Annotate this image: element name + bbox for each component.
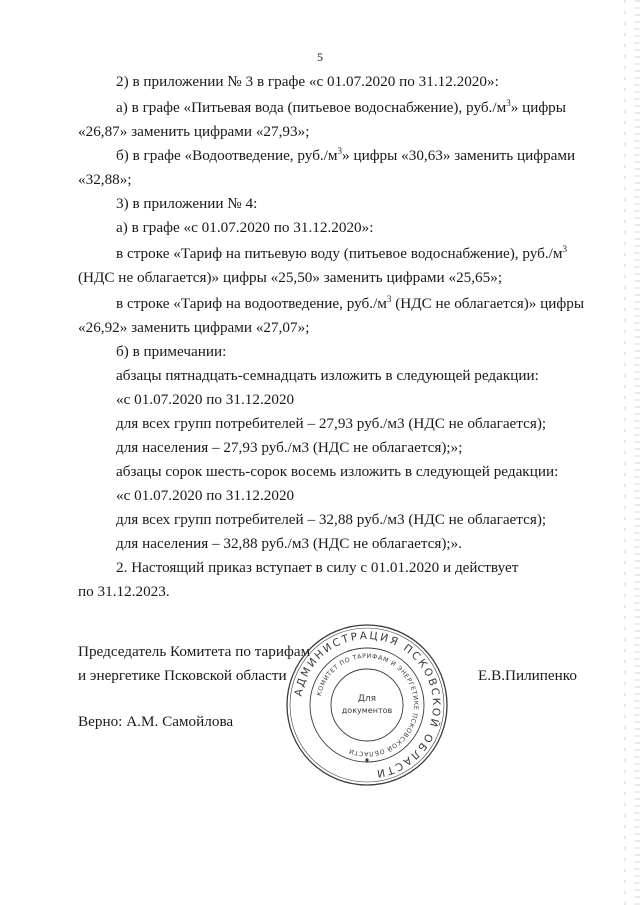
paragraph-line: абзацы сорок шесть-сорок восемь изложить в следующей редакции: — [116, 463, 559, 480]
paragraph-line: б) в примечании: — [116, 343, 227, 360]
paragraph-line: «с 01.07.2020 по 31.12.2020 — [116, 391, 295, 408]
paragraph-text: » цифры «30,63» заменить цифрами — [342, 147, 576, 164]
scan-edge-artifact — [634, 0, 640, 905]
seal-inner-text: КОМИТЕТ ПО ТАРИФАМ И ЭНЕРГЕТИКЕ ПСКОВСКОЙ ОБЛАСТИ — [315, 652, 420, 758]
paragraph-line: 2) в приложении № 3 в графе «с 01.07.2020 по 31.12.2020»: — [116, 73, 499, 90]
official-seal — [282, 620, 452, 790]
paragraph-line: «32,88»; — [78, 171, 132, 188]
paragraph-line: абзацы пятнадцать-семнадцать изложить в следующей редакции: — [116, 367, 539, 384]
paragraph-line: для населения – 27,93 руб./м3 (НДС не облагается);»; — [116, 439, 463, 456]
paragraph-text: б) в графе «Водоотведение, руб./м — [116, 147, 338, 164]
paragraph-line: а) в графе «с 01.07.2020 по 31.12.2020»: — [116, 219, 374, 236]
paragraph-text: в строке «Тариф на водоотведение, руб./м — [116, 295, 387, 312]
paragraph-line: «26,92» заменить цифрами «27,07»; — [78, 319, 310, 336]
signatory-position-line2: и энергетике Псковской области — [78, 667, 287, 684]
seal-middle-ring — [310, 648, 424, 762]
paragraph-line: для всех групп потребителей – 32,88 руб./м3 (НДС не облагается); — [116, 511, 547, 528]
paragraph-line: 3) в приложении № 4: — [116, 195, 258, 212]
superscript: 3 — [337, 146, 343, 156]
paragraph-text: (НДС не облагается)» цифры — [391, 295, 585, 312]
paragraph-line — [116, 294, 584, 314]
seal-center-line2: документов — [341, 706, 393, 715]
signatory-name: Е.В.Пилипенко — [478, 667, 577, 684]
paragraph-line: «26,87» заменить цифрами «27,93»; — [78, 123, 310, 140]
page-number: 5 — [317, 50, 323, 64]
superscript: 3 — [562, 244, 568, 254]
seal-outer-text: АДМИНИСТРАЦИЯ ПСКОВСКОЙ ОБЛАСТИ — [292, 629, 443, 780]
paragraph-line — [116, 146, 575, 166]
signatory-position-line1: Председатель Комитета по тарифам — [78, 643, 311, 660]
seal-inner-ring — [331, 669, 403, 741]
verified-by: Верно: А.М. Самойлова — [78, 713, 234, 730]
superscript: 3 — [506, 98, 511, 108]
paragraph-text: в строке «Тариф на питьевую воду (питьевое водоснабжение), руб./м — [116, 245, 563, 262]
seal-center-line1: Для — [357, 694, 377, 704]
paragraph-line: «с 01.07.2020 по 31.12.2020 — [116, 487, 295, 504]
superscript: 3 — [386, 294, 392, 304]
paragraph-line: для населения – 32,88 руб./м3 (НДС не облагается);». — [116, 535, 463, 552]
seal-star-mark — [365, 758, 368, 761]
paragraph-line: 2. Настоящий приказ вступает в силу с 01.01.2020 и действует — [116, 559, 519, 576]
paragraph-line: (НДС не облагается)» цифры «25,50» заменить цифрами «25,65»; — [78, 269, 503, 286]
paragraph-line: по 31.12.2023. — [78, 583, 170, 600]
paragraph-line — [116, 98, 566, 118]
scan-edge-artifact — [624, 0, 626, 905]
paragraph-text: а) в графе «Питьевая вода (питьевое водоснабжение), руб./м — [116, 99, 507, 116]
paragraph-line: для всех групп потребителей – 27,93 руб./м3 (НДС не облагается); — [116, 415, 547, 432]
paragraph-line — [116, 244, 567, 264]
paragraph-text: » цифры — [510, 99, 566, 116]
